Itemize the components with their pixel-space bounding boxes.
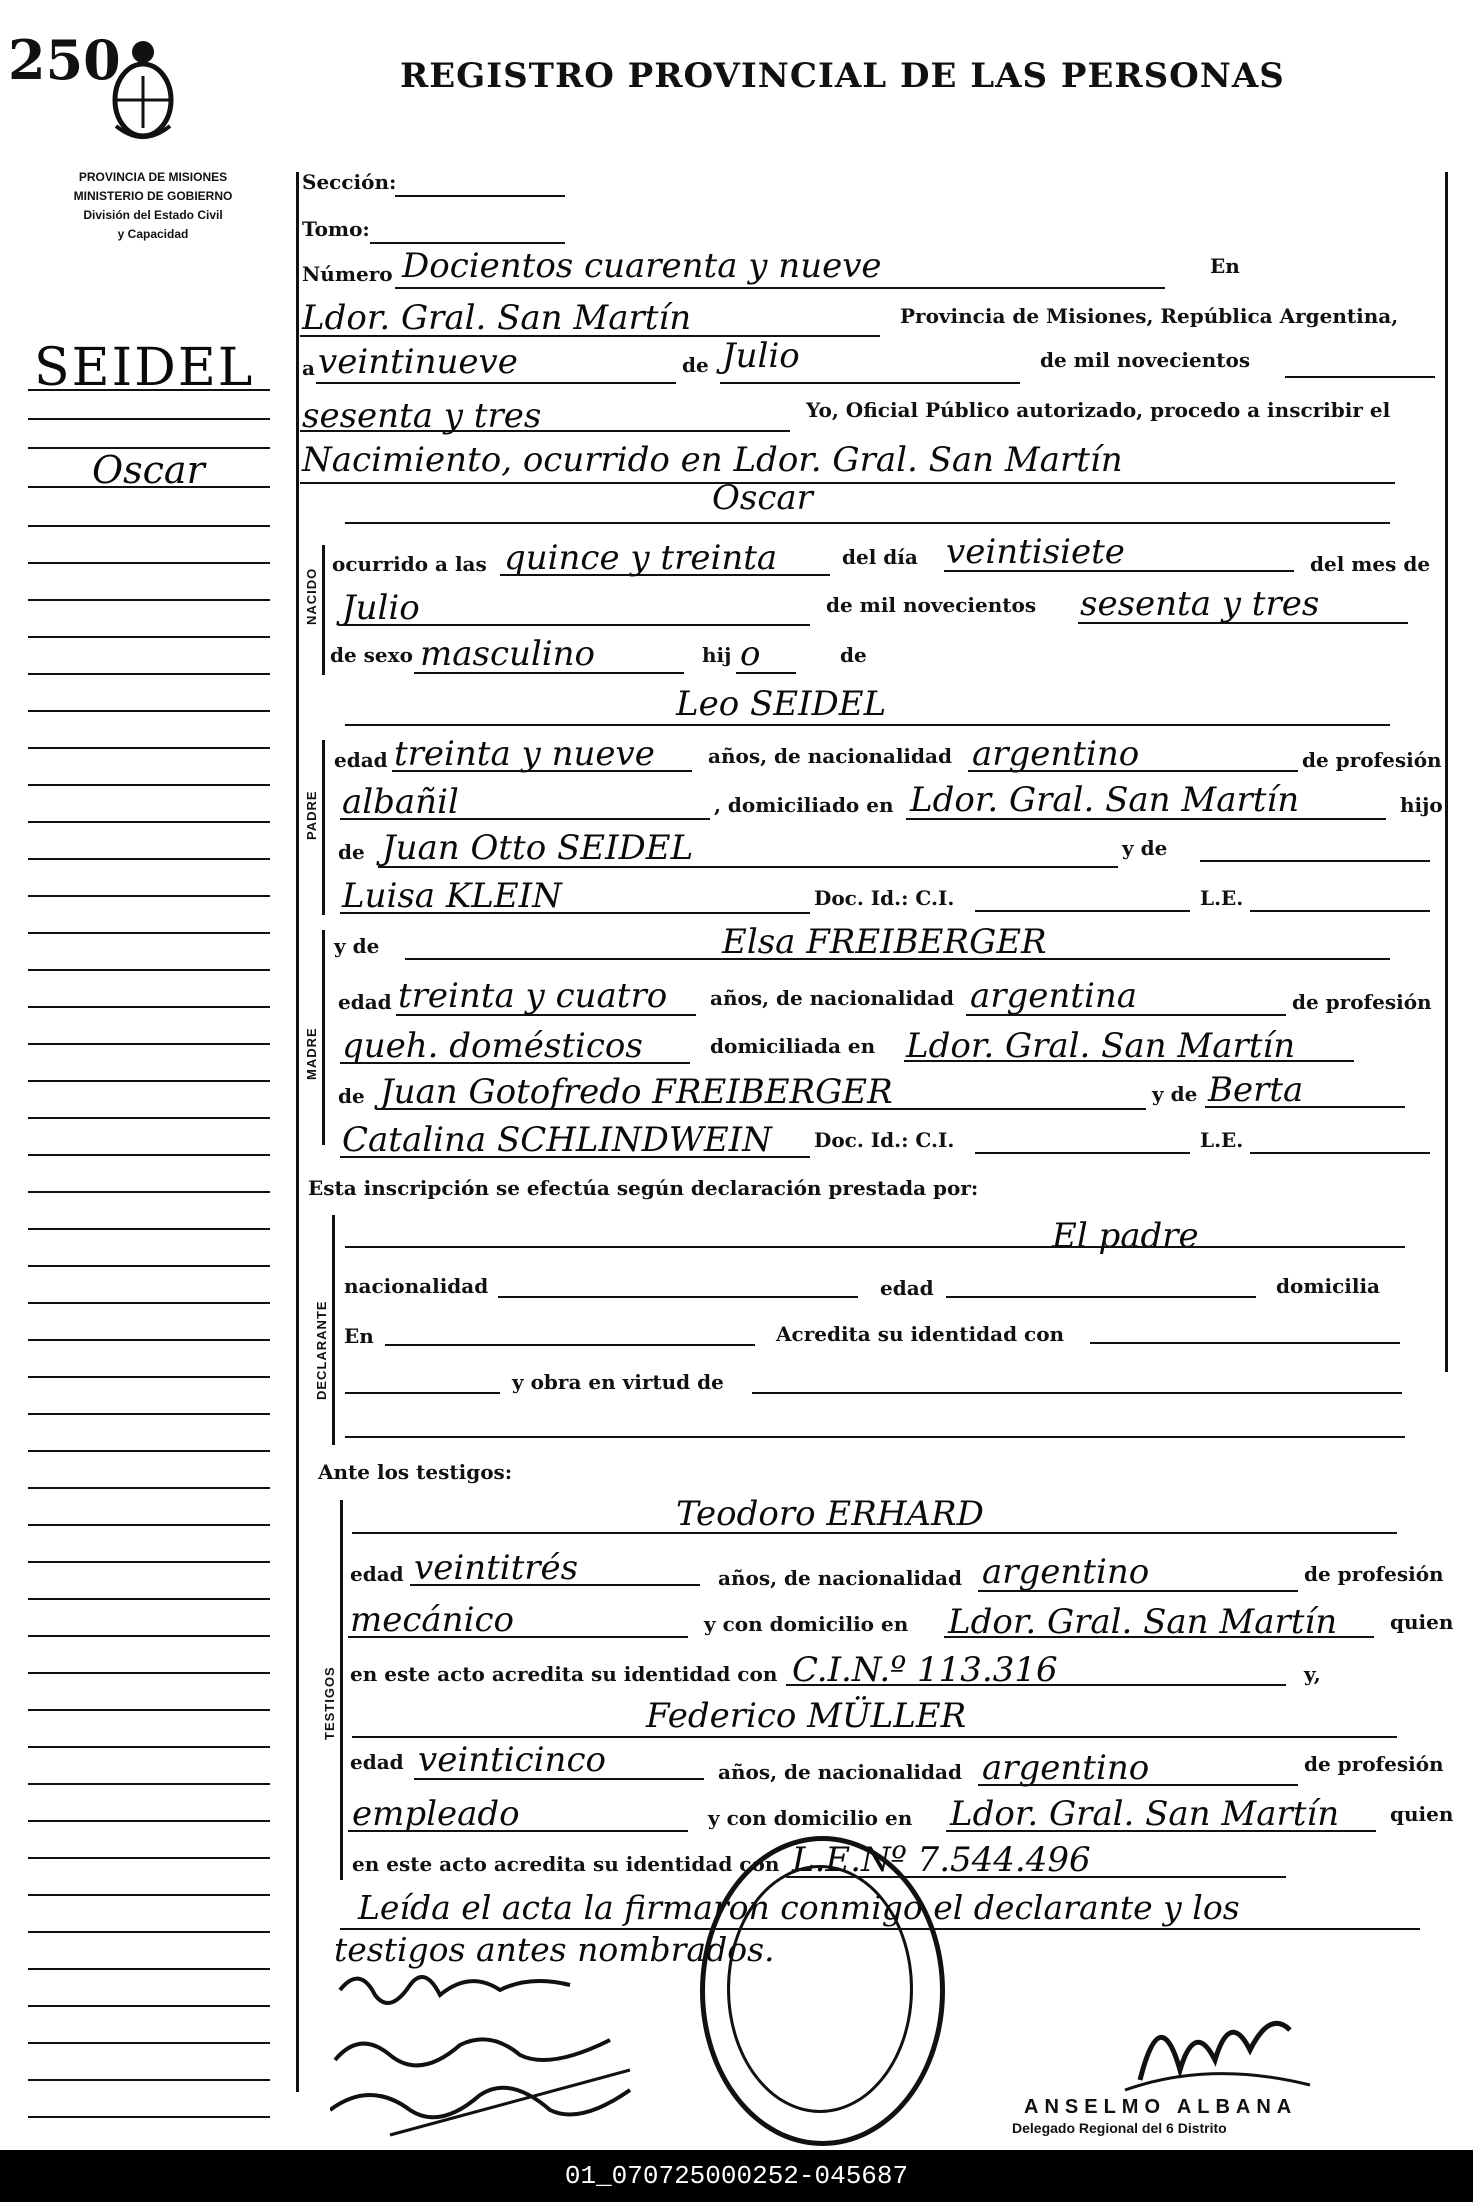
label-del-dia: del día <box>842 545 918 569</box>
label-de-mil-novecientos: de mil novecientos <box>1040 348 1251 372</box>
value-padre-madre: Luisa KLEIN <box>342 876 562 916</box>
label-de-mil-novecientos-nac: de mil novecientos <box>826 593 1037 617</box>
label-anos-nac-testigo2: años, de nacionalidad <box>718 1760 962 1784</box>
margin-surname: SEIDEL <box>34 338 255 398</box>
label-y-de-madre-2: y de <box>1152 1082 1198 1106</box>
label-edad-testigo1: edad <box>350 1562 404 1586</box>
label-profesion-testigo2: de profesión <box>1304 1752 1444 1776</box>
value-nacimiento: Nacimiento, ocurrido en Ldor. Gral. San Martín <box>302 440 1123 480</box>
side-label-declarante: DECLARANTE <box>314 1300 329 1400</box>
coat-of-arms-emblem-icon <box>108 36 178 146</box>
value-madre-nombre: Elsa FREIBERGER <box>722 922 1047 962</box>
label-edad-declarante: edad <box>880 1276 934 1300</box>
value-padre-padre: Juan Otto SEIDEL <box>382 828 694 868</box>
madre-bracket <box>322 930 325 1145</box>
label-quien-testigo2: quien <box>1390 1802 1454 1826</box>
official-name: ANSELMO ALBANA <box>1024 2096 1298 2118</box>
label-nacionalidad-declarante: nacionalidad <box>344 1274 489 1298</box>
value-testigo2-profesion: empleado <box>352 1794 520 1834</box>
value-madre-edad: treinta y cuatro <box>398 976 668 1016</box>
padre-bracket <box>322 740 325 915</box>
ministry-name: MINISTERIO DE GOBIERNO <box>73 189 233 203</box>
label-profesion-padre: de profesión <box>1302 748 1442 772</box>
label-en-declarante: En <box>344 1324 374 1348</box>
value-testigo1-documento: C.I.N.º 113.316 <box>792 1650 1058 1690</box>
value-lugar: Ldor. Gral. San Martín <box>302 298 692 338</box>
division-name-2: y Capacidad <box>117 227 189 241</box>
value-madre-madre-1: Berta <box>1208 1070 1304 1110</box>
division-name: División del Estado Civil <box>83 208 223 222</box>
label-y-con-domicilio-testigo2: y con domicilio en <box>708 1806 913 1830</box>
label-en-este-acto-testigo2: en este acto acredita su identidad con <box>352 1852 780 1876</box>
document-code-bar: 01_070725000252-045687 <box>0 2150 1473 2202</box>
value-madre-madre-2: Catalina SCHLINDWEIN <box>342 1120 772 1160</box>
label-y-testigo1: y, <box>1304 1662 1321 1686</box>
value-testigo2-edad: veinticinco <box>418 1740 606 1780</box>
label-provincia: Provincia de Misiones, República Argentina, <box>900 304 1399 328</box>
label-hijo: hijo <box>1400 793 1443 817</box>
label-edad-padre: edad <box>334 748 388 772</box>
label-le-padre: L.E. <box>1200 886 1244 910</box>
value-testigo1-nombre: Teodoro ERHARD <box>676 1494 984 1534</box>
coat-of-arms <box>108 36 178 146</box>
value-testigo2-nombre: Federico MÜLLER <box>646 1696 967 1736</box>
value-madre-nacionalidad: argentina <box>970 976 1138 1016</box>
side-label-testigos: TESTIGOS <box>322 1666 337 1740</box>
label-de-sexo-2: de <box>840 643 867 667</box>
margin-given-name: Oscar <box>92 448 205 492</box>
label-de-padre-padre: de <box>338 840 365 864</box>
value-testigo2-nacionalidad: argentino <box>982 1748 1150 1788</box>
value-declarante: El padre <box>1052 1216 1199 1256</box>
value-dia: veintinueve <box>318 342 518 382</box>
label-anos-nac-padre: años, de nacionalidad <box>708 744 952 768</box>
value-hora: quince y treinta <box>504 538 778 578</box>
value-dia-nacimiento: veintisiete <box>946 532 1125 572</box>
folio-number: 250 <box>8 28 121 92</box>
value-anio-registro: sesenta y tres <box>302 396 542 436</box>
signature-declarante <box>330 1960 660 2140</box>
closing-line-2: testigos antes nombrados. <box>334 1930 775 1969</box>
value-madre-domicilio: Ldor. Gral. San Martín <box>906 1026 1296 1066</box>
value-padre-edad: treinta y nueve <box>394 734 655 774</box>
label-le-madre: L.E. <box>1200 1128 1244 1152</box>
value-mes: Julio <box>722 336 800 376</box>
issuer-block <box>28 168 278 244</box>
value-mes-nacimiento: Julio <box>342 588 420 628</box>
label-anos-nac-madre: años, de nacionalidad <box>710 986 954 1010</box>
label-y-de-madre: y de <box>334 934 380 958</box>
label-y-de-padre: y de <box>1122 836 1168 860</box>
value-nombre-nacido: Oscar <box>712 478 813 518</box>
nacido-bracket <box>322 545 325 675</box>
label-a: a <box>302 356 315 380</box>
signature-official <box>1120 1990 1320 2100</box>
label-domicilia: domicilia <box>1276 1274 1381 1298</box>
label-profesion-testigo1: de profesión <box>1304 1562 1444 1586</box>
label-de-mes: de <box>682 353 709 377</box>
value-anio-nacimiento: sesenta y tres <box>1080 584 1320 624</box>
label-doc-id-madre: Doc. Id.: C.I. <box>814 1128 955 1152</box>
label-ocurrido-a-las: ocurrido a las <box>332 552 487 576</box>
page-title: REGISTRO PROVINCIAL DE LAS PERSONAS <box>400 56 1285 96</box>
label-inscripcion: Esta inscripción se efectúa según declaración prestada por: <box>308 1176 979 1200</box>
label-y-con-domicilio-testigo1: y con domicilio en <box>704 1612 909 1636</box>
label-y-obra: y obra en virtud de <box>512 1370 724 1394</box>
label-edad-madre: edad <box>338 990 392 1014</box>
label-edad-testigo2: edad <box>350 1750 404 1774</box>
label-quien-testigo1: quien <box>1390 1610 1454 1634</box>
value-testigo2-documento: L.E.Nº 7.544.496 <box>792 1840 1091 1880</box>
handwritten-signatures-icon <box>330 1960 660 2140</box>
declarante-bracket <box>332 1215 335 1445</box>
label-numero: Número <box>302 262 393 286</box>
province-name: PROVINCIA DE MISIONES <box>78 170 228 184</box>
label-doc-id-padre: Doc. Id.: C.I. <box>814 886 955 910</box>
side-label-madre: MADRE <box>304 1027 319 1080</box>
value-testigo1-nacionalidad: argentino <box>982 1552 1150 1592</box>
closing-line-1: Leída el acta la firmaron conmigo el declarante y los <box>358 1888 1240 1927</box>
side-label-nacido: NACIDO <box>304 567 319 625</box>
value-padre-profesion: albañil <box>342 782 459 822</box>
label-en: En <box>1210 254 1240 278</box>
value-sexo: masculino <box>420 634 596 674</box>
label-de-sexo: de sexo <box>330 643 413 667</box>
label-tomo: Tomo: <box>302 217 370 241</box>
official-seal <box>700 1836 945 2146</box>
value-madre-padre: Juan Gotofredo FREIBERGER <box>380 1072 893 1112</box>
official-title: Delegado Regional del 6 Distrito <box>1012 2120 1227 2136</box>
label-de-madre-padre: de <box>338 1084 365 1108</box>
label-profesion-madre: de profesión <box>1292 990 1432 1014</box>
label-acredita: Acredita su identidad con <box>776 1322 1065 1346</box>
value-padre-domicilio: Ldor. Gral. San Martín <box>910 780 1300 820</box>
value-padre-nacionalidad: argentino <box>972 734 1140 774</box>
form-left-rule <box>296 172 299 2092</box>
value-numero: Docientos cuarenta y nueve <box>402 246 882 286</box>
form-right-rule <box>1445 172 1448 1372</box>
label-hij: hij <box>702 643 732 667</box>
label-domiciliado-en: , domiciliado en <box>714 793 894 817</box>
label-yo-oficial: Yo, Oficial Público autorizado, procedo a inscribir el <box>806 398 1391 422</box>
label-ante-testigos: Ante los testigos: <box>318 1460 513 1484</box>
side-label-padre: PADRE <box>304 790 319 840</box>
label-domiciliada-en: domiciliada en <box>710 1034 876 1058</box>
label-seccion: Sección: <box>302 170 397 194</box>
value-testigo2-domicilio: Ldor. Gral. San Martín <box>950 1794 1340 1834</box>
official-signature-icon <box>1120 1990 1320 2100</box>
label-en-este-acto-testigo1: en este acto acredita su identidad con <box>350 1662 778 1686</box>
value-hijo-sufijo: o <box>740 634 761 674</box>
label-del-mes-de: del mes de <box>1310 552 1431 576</box>
value-testigo1-domicilio: Ldor. Gral. San Martín <box>948 1602 1338 1642</box>
value-madre-profesion: queh. domésticos <box>342 1026 643 1066</box>
value-padre-nombre: Leo SEIDEL <box>676 684 887 724</box>
value-testigo1-edad: veintitrés <box>414 1548 579 1588</box>
testigos-bracket <box>340 1500 343 1880</box>
value-testigo1-profesion: mecánico <box>350 1600 514 1640</box>
label-anos-nac-testigo1: años, de nacionalidad <box>718 1566 962 1590</box>
